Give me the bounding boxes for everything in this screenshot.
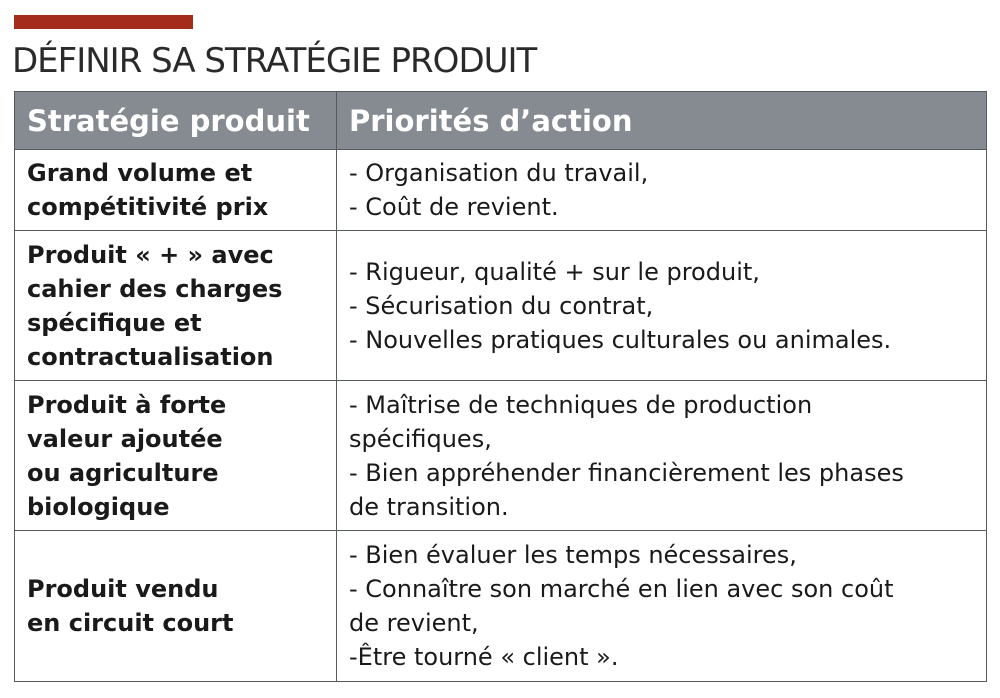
column-header-priorities: Priorités d’action <box>337 92 987 150</box>
strategy-cell <box>15 231 337 381</box>
strategy-line: Produit « + » avec <box>27 240 274 269</box>
table-header-row <box>15 92 987 150</box>
priority-line: - Bien évaluer les temps nécessaires, <box>349 541 797 569</box>
page-title: DÉFINIR SA STRATÉGIE PRODUIT <box>12 41 537 81</box>
title-accent-bar <box>14 15 193 29</box>
strategy-line: spécifique et <box>27 308 202 337</box>
priority-line: - Connaître son marché en lien avec son coût <box>349 575 894 603</box>
priority-line: - Nouvelles pratiques culturales ou animales. <box>349 325 892 354</box>
strategy-table <box>14 91 987 682</box>
priority-line: -Être tourné « client ». <box>349 643 619 671</box>
priorities-cell <box>337 531 987 682</box>
strategy-cell <box>15 531 337 682</box>
strategy-line: cahier des charges <box>27 274 283 303</box>
priority-line: - Organisation du travail, <box>349 159 649 187</box>
priority-line: de transition. <box>349 492 509 521</box>
priority-line: - Coût de revient. <box>349 193 559 221</box>
strategy-line: biologique <box>27 492 170 521</box>
strategy-line: Produit vendu <box>27 575 219 603</box>
strategy-line: Produit à forte <box>27 390 227 419</box>
strategy-line: valeur ajoutée <box>27 424 223 453</box>
table-row <box>15 231 987 381</box>
strategy-line: ou agriculture <box>27 458 219 487</box>
priority-line: - Maîtrise de techniques de production <box>349 390 813 419</box>
priority-line: - Sécurisation du contrat, <box>349 291 654 320</box>
priority-line: spécifiques, <box>349 424 492 453</box>
priority-line: - Bien appréhender financièrement les phases <box>349 458 904 487</box>
strategy-line: Grand volume et <box>27 159 253 187</box>
column-header-strategy: Stratégie produit <box>15 92 337 150</box>
strategy-cell <box>15 381 337 531</box>
table-row <box>15 531 987 682</box>
priority-line: de revient, <box>349 609 479 637</box>
strategy-line: en circuit court <box>27 609 234 637</box>
strategy-line: contractualisation <box>27 342 274 371</box>
table-row <box>15 381 987 531</box>
priorities-cell <box>337 231 987 381</box>
table-row <box>15 150 987 231</box>
priorities-cell <box>337 150 987 231</box>
strategy-line: compétitivité prix <box>27 193 269 221</box>
strategy-cell <box>15 150 337 231</box>
priority-line: - Rigueur, qualité + sur le produit, <box>349 257 760 286</box>
priorities-cell <box>337 381 987 531</box>
